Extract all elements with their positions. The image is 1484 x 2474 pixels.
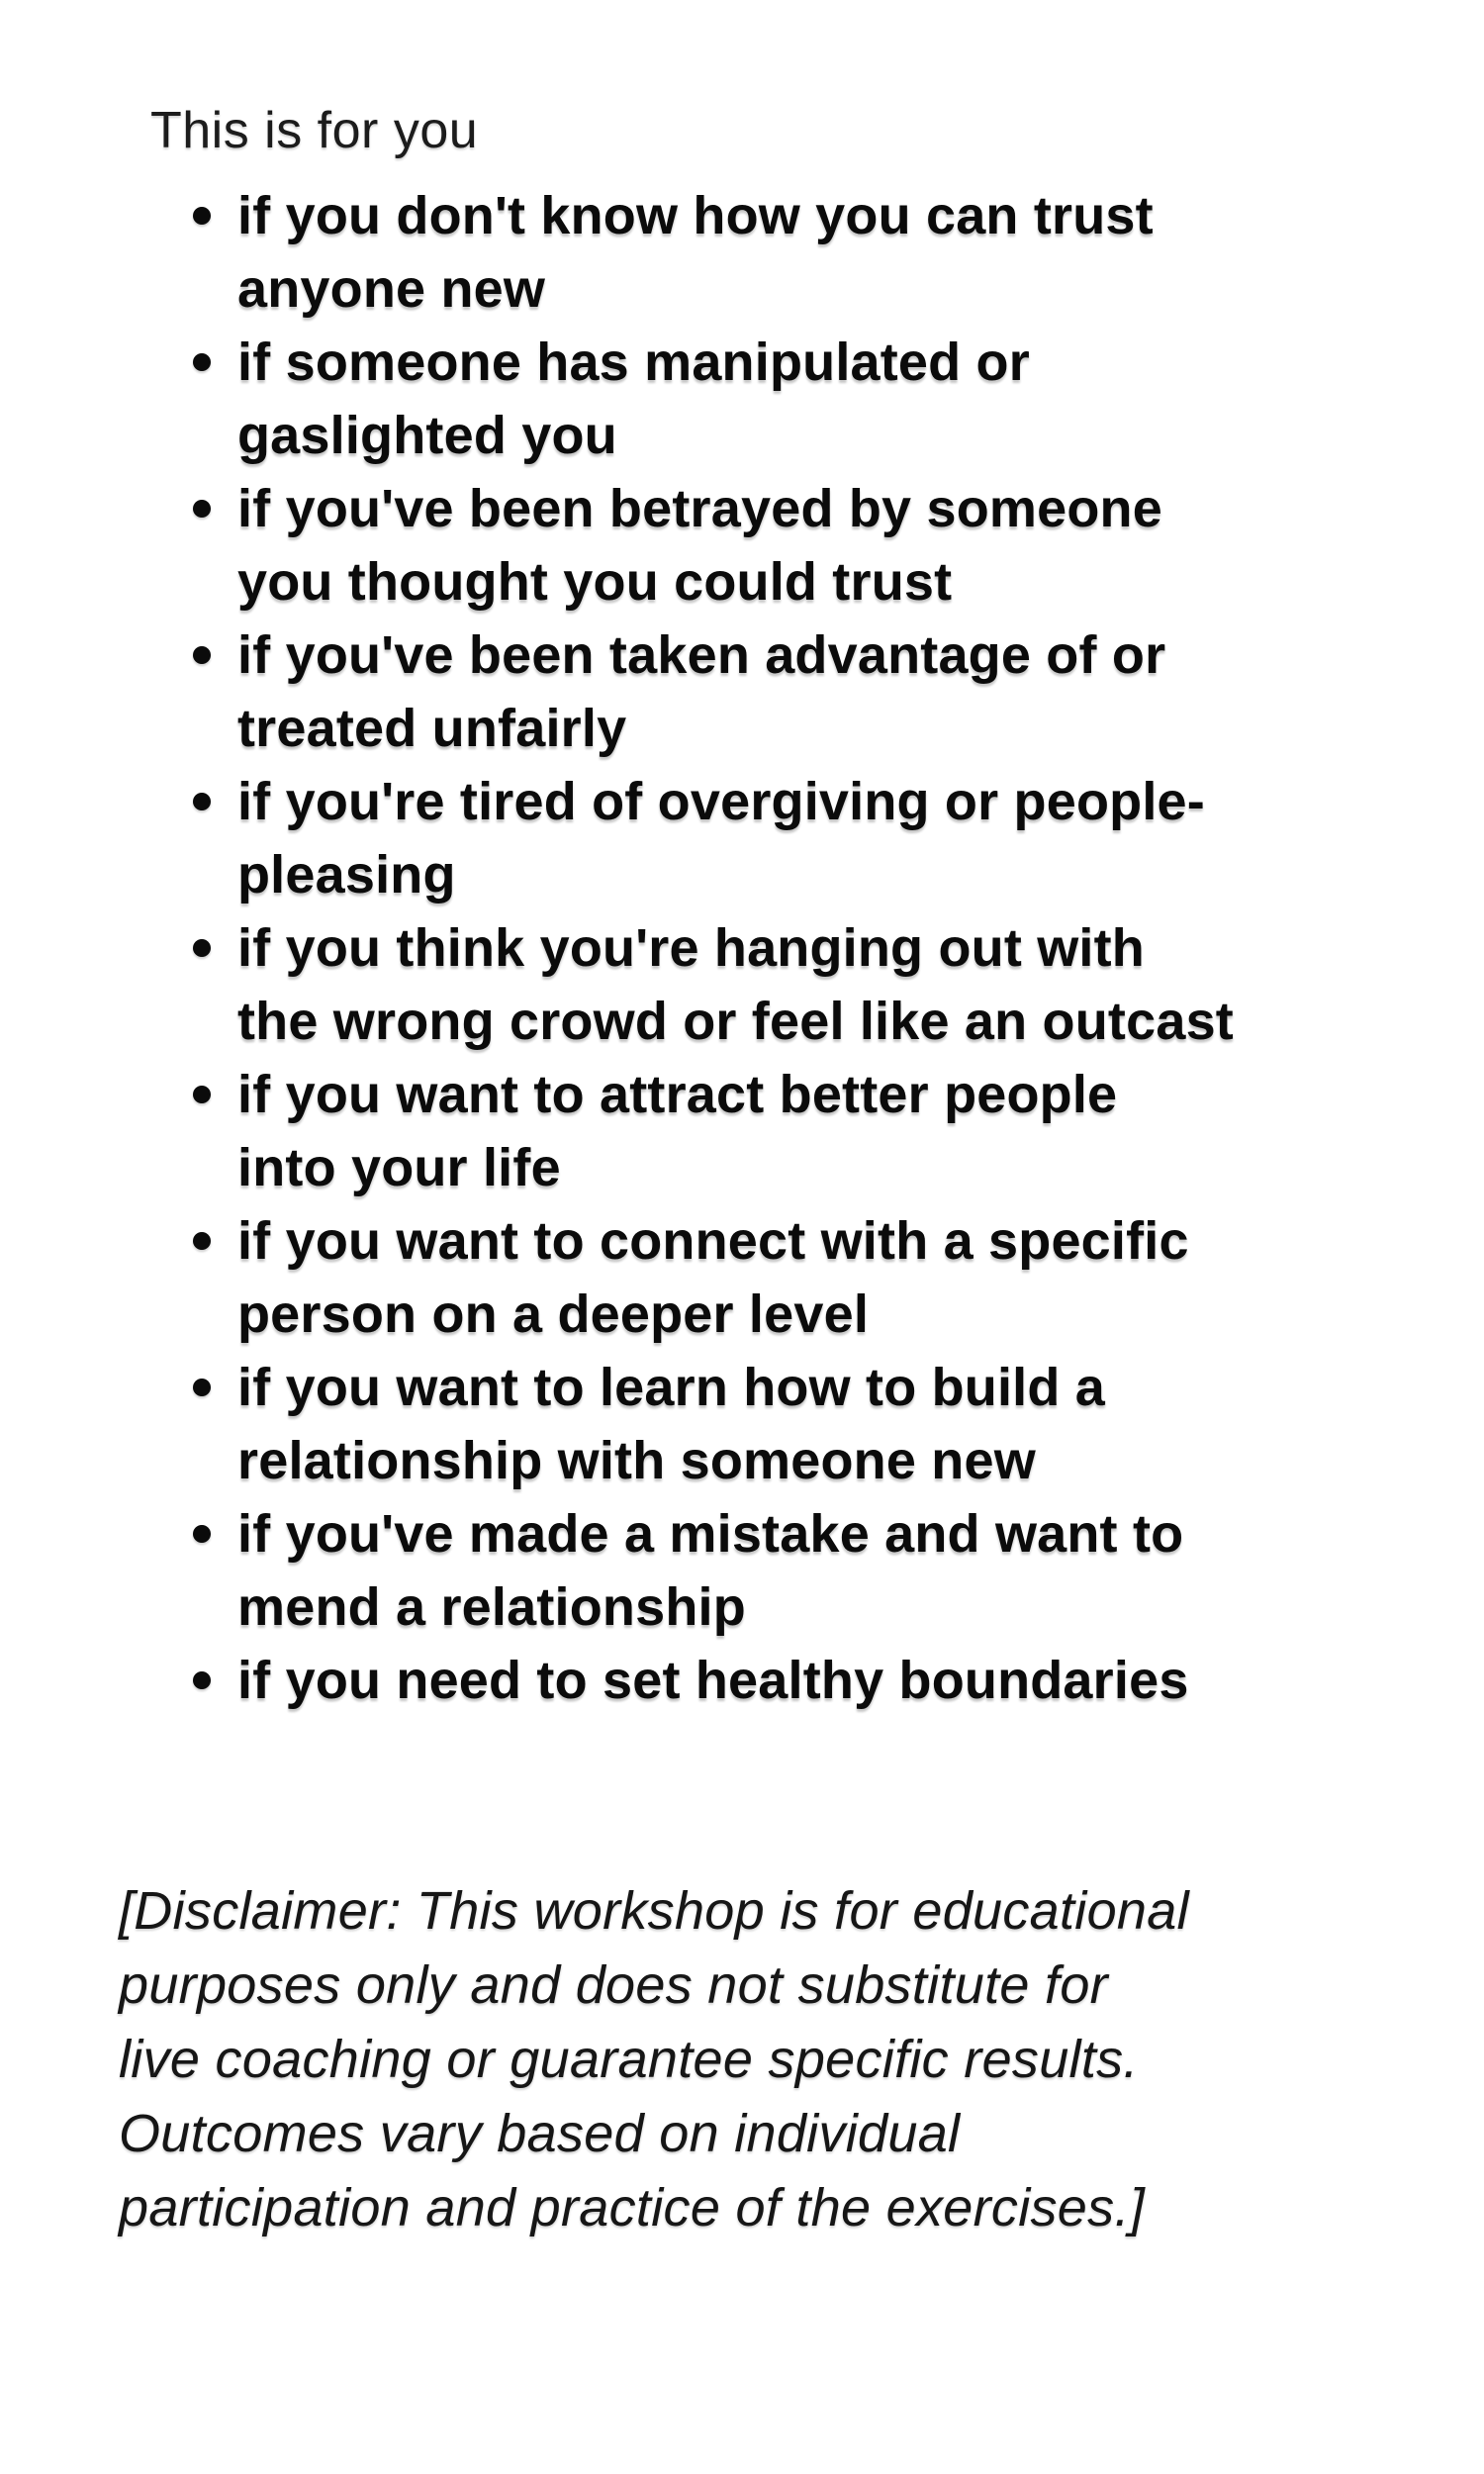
bullet-line: you thought you could trust bbox=[237, 552, 953, 612]
bullet-text bbox=[237, 472, 1162, 618]
bullet-icon bbox=[193, 1379, 211, 1396]
bullet-line: person on a deeper level bbox=[237, 1285, 870, 1344]
bullet-line: if you've been taken advantage of or bbox=[237, 625, 1166, 685]
bullet-icon bbox=[193, 500, 211, 518]
disclaimer-line: [Disclaimer: This workshop is for educational bbox=[119, 1881, 1189, 1941]
list-item bbox=[119, 472, 1425, 618]
bullet-icon bbox=[193, 353, 211, 371]
bullet-line: if you don't know how you can trust bbox=[237, 186, 1154, 245]
bullet-text bbox=[237, 765, 1205, 911]
bullet-icon bbox=[193, 939, 211, 957]
list-item bbox=[119, 1351, 1425, 1497]
list-item bbox=[119, 1058, 1425, 1204]
bullet-line: into your life bbox=[237, 1138, 561, 1197]
bullet-icon bbox=[193, 1525, 211, 1543]
list-item bbox=[119, 911, 1425, 1058]
list-item bbox=[119, 618, 1425, 765]
bullet-text bbox=[237, 1204, 1189, 1351]
bullet-line: pleasing bbox=[237, 845, 456, 904]
list-item bbox=[119, 1644, 1425, 1717]
disclaimer-line: participation and practice of the exercises.] bbox=[119, 2178, 1146, 2237]
bullet-icon bbox=[193, 207, 211, 225]
bullet-icon bbox=[193, 1086, 211, 1103]
bullet-icon bbox=[193, 1232, 211, 1250]
disclaimer-line: live coaching or guarantee specific results. bbox=[119, 2030, 1139, 2089]
bullet-line: anyone new bbox=[237, 259, 546, 319]
bullet-text bbox=[237, 1497, 1183, 1644]
bullet-line: if you need to set healthy boundaries bbox=[237, 1651, 1189, 1710]
list-item bbox=[119, 326, 1425, 472]
bullet-line: the wrong crowd or feel like an outcast bbox=[237, 992, 1234, 1051]
bullet-line: treated unfairly bbox=[237, 699, 627, 758]
list-item bbox=[119, 1204, 1425, 1351]
bullet-line: if you think you're hanging out with bbox=[237, 918, 1145, 978]
list-item bbox=[119, 765, 1425, 911]
bullet-text bbox=[237, 911, 1234, 1058]
bullet-text bbox=[237, 1351, 1105, 1497]
list-item bbox=[119, 1497, 1425, 1644]
bullet-text bbox=[237, 179, 1154, 326]
bullet-text bbox=[237, 618, 1165, 765]
bullet-line: if you want to connect with a specific bbox=[237, 1211, 1189, 1271]
bullet-text bbox=[237, 1058, 1117, 1204]
bullet-line: if you've been betrayed by someone bbox=[237, 479, 1162, 538]
bullet-line: if someone has manipulated or bbox=[237, 333, 1030, 392]
bullet-text bbox=[237, 1644, 1189, 1717]
bullet-line: mend a relationship bbox=[237, 1577, 746, 1637]
bullet-text bbox=[237, 326, 1030, 472]
disclaimer-line: purposes only and does not substitute for bbox=[119, 1955, 1108, 2015]
bullet-icon bbox=[193, 793, 211, 810]
bullet-line: gaslighted you bbox=[237, 406, 617, 465]
list-item bbox=[119, 179, 1425, 326]
bullet-line: if you've made a mistake and want to bbox=[237, 1504, 1184, 1564]
bullet-line: if you're tired of overgiving or people- bbox=[237, 772, 1205, 831]
bullet-icon bbox=[193, 1671, 211, 1689]
reasons-list bbox=[119, 179, 1425, 1717]
bullet-line: if you want to learn how to build a bbox=[237, 1358, 1105, 1417]
disclaimer-text bbox=[119, 1874, 1425, 2245]
bullet-line: relationship with someone new bbox=[237, 1431, 1036, 1490]
page-title: This is for you bbox=[150, 102, 479, 159]
bullet-line: if you want to attract better people bbox=[237, 1065, 1118, 1124]
bullet-icon bbox=[193, 646, 211, 664]
disclaimer-line: Outcomes vary based on individual bbox=[119, 2104, 961, 2163]
